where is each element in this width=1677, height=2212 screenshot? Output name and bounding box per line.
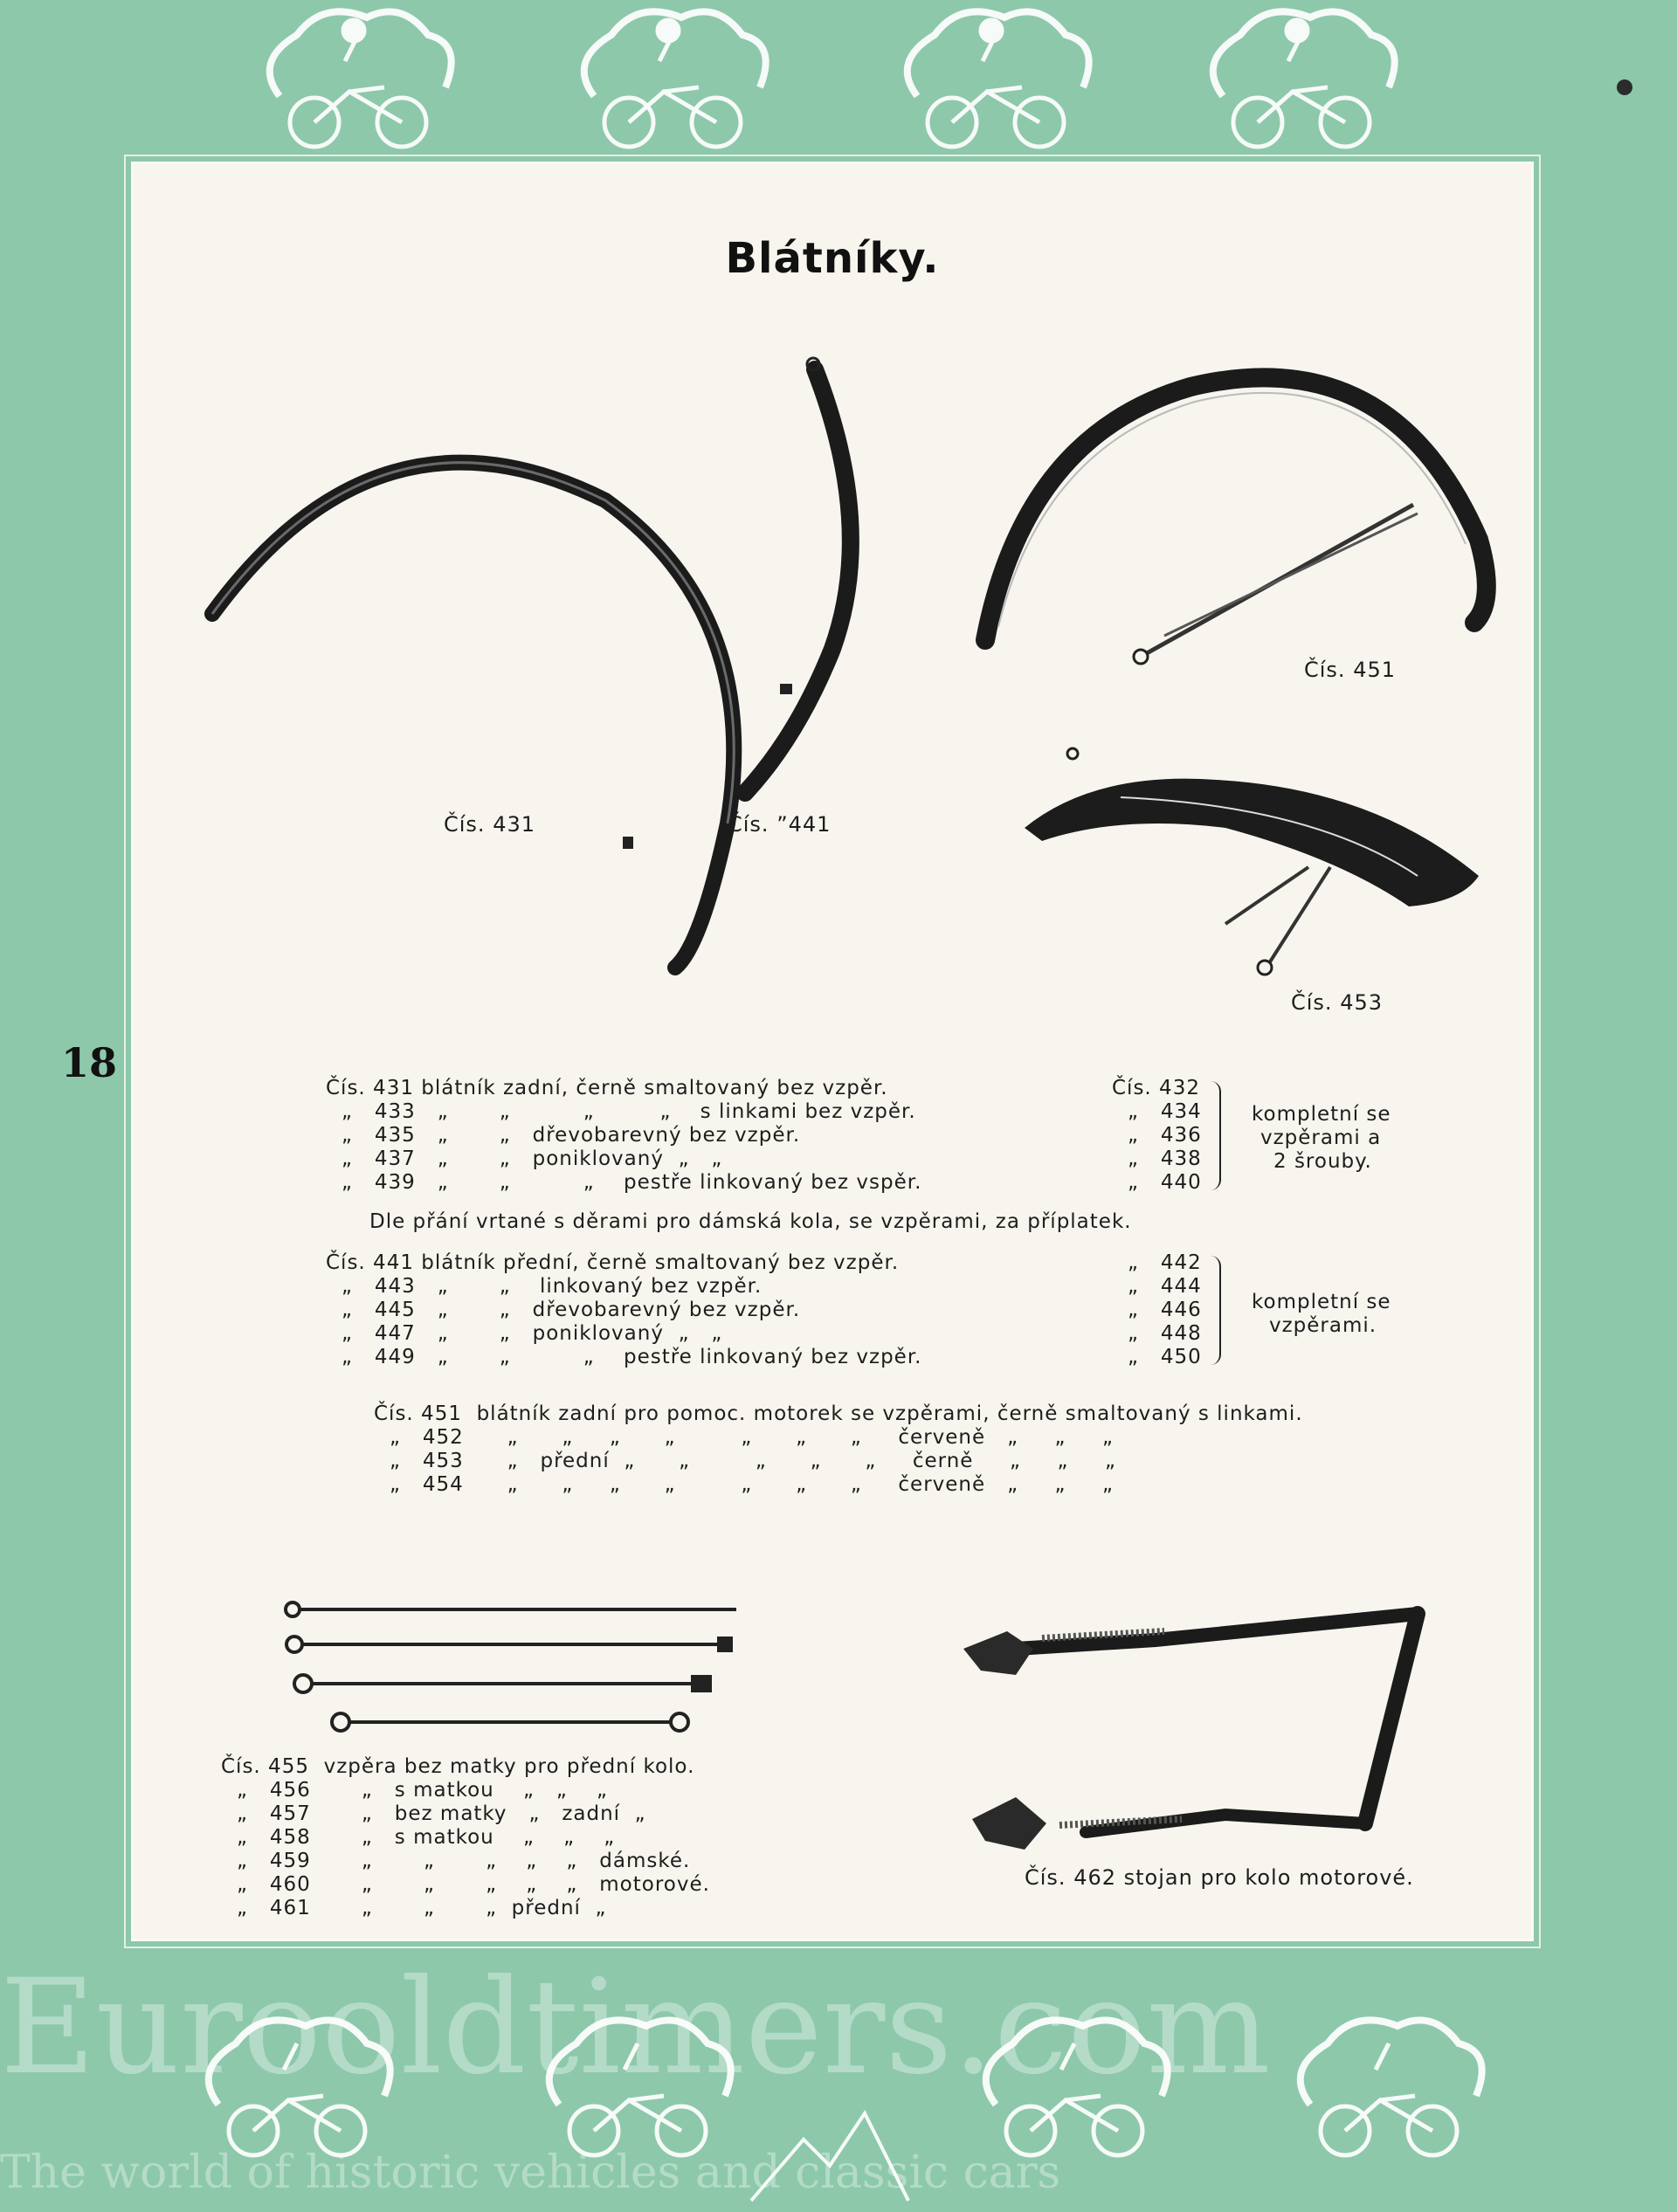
table-row: „ 453 „ přední „ „ „ „ „ černě „ „ „ bbox=[390, 1450, 1116, 1472]
stand-462-illustration bbox=[963, 1596, 1453, 1841]
item-number: „ 433 bbox=[342, 1100, 416, 1123]
table-row bbox=[326, 1077, 888, 1099]
table-row: „ 459 „ „ „ „ „ dámské. bbox=[237, 1850, 691, 1872]
table-row: „ 458 „ s matkou „ „ „ bbox=[237, 1826, 616, 1849]
table-row: Čís. 455 vzpěra bez matky pro přední kolo. bbox=[221, 1755, 695, 1778]
item-description: „ „ „ pestře linkovaný bez vspěr. bbox=[437, 1171, 922, 1194]
page-title: Blátníky. bbox=[725, 234, 940, 283]
item-description: „ „ poniklovaný „ „ bbox=[437, 1147, 723, 1170]
table-row bbox=[342, 1100, 916, 1123]
ladies-note: Dle přání vrtané s děrami pro dámská kola, se vzpěrami, za příplatek. bbox=[369, 1210, 1132, 1233]
table-row bbox=[342, 1171, 921, 1194]
item-number: „ 437 bbox=[342, 1147, 416, 1170]
paired-number: „ 436 bbox=[1128, 1124, 1202, 1147]
page-number: 18 bbox=[61, 1039, 118, 1086]
item-description: „ „ dřevobarevný bez vzpěr. bbox=[437, 1124, 801, 1147]
paired-number: „ 448 bbox=[1128, 1322, 1202, 1345]
punch-hole bbox=[1617, 79, 1632, 95]
item-number: „ 435 bbox=[342, 1124, 416, 1147]
note-line: vzpěrami. bbox=[1269, 1314, 1377, 1337]
table-row bbox=[342, 1299, 800, 1321]
item-number: Čís. 431 bbox=[326, 1077, 414, 1099]
paired-number: „ 446 bbox=[1128, 1299, 1202, 1321]
fender-431-illustration bbox=[204, 334, 797, 981]
paired-number: „ 434 bbox=[1128, 1100, 1202, 1123]
note-line: vzpěrami a bbox=[1260, 1127, 1382, 1149]
cyclist-decoration bbox=[1301, 2020, 1482, 2155]
caption-441: Čís. ”441 bbox=[728, 812, 832, 837]
item-description: „ „ „ „ s linkami bez vzpěr. bbox=[437, 1100, 916, 1123]
item-description: blátník zadní, černě smaltovaný bez vzpěr. bbox=[421, 1077, 888, 1099]
item-description: „ „ poniklovaný „ „ bbox=[437, 1322, 723, 1345]
note-line: kompletní se bbox=[1252, 1103, 1391, 1126]
table-row: „ 454 „ „ „ „ „ „ „ červeně „ „ „ bbox=[390, 1473, 1114, 1496]
cyclist-decoration bbox=[908, 11, 1089, 147]
table-row: „ 456 „ s matkou „ „ „ bbox=[237, 1779, 608, 1802]
table-row bbox=[342, 1346, 922, 1368]
item-number: „ 449 bbox=[342, 1346, 416, 1368]
caption-451: Čís. 451 bbox=[1304, 658, 1396, 682]
table-row bbox=[342, 1322, 722, 1345]
top-cyclist-band bbox=[0, 0, 1677, 162]
watermark-tagline: The world of historic vehicles and classic cars bbox=[0, 2147, 1061, 2199]
content-panel bbox=[131, 162, 1534, 1941]
item-number: Čís. 441 bbox=[326, 1251, 414, 1274]
watermark-brand: Eurooldtimers.com bbox=[0, 1952, 1271, 2104]
paired-number: Čís. 432 bbox=[1112, 1077, 1200, 1099]
table-row: Čís. 451 blátník zadní pro pomoc. motorek se vzpěrami, černě smaltovaný s linkami. bbox=[374, 1402, 1303, 1425]
table-row bbox=[342, 1275, 762, 1298]
cyclist-decoration bbox=[270, 11, 452, 147]
item-description: „ „ dřevobarevný bez vzpěr. bbox=[437, 1299, 801, 1321]
cyclist-decoration bbox=[584, 11, 766, 147]
paired-number: „ 444 bbox=[1128, 1275, 1202, 1298]
paired-number: „ 442 bbox=[1128, 1251, 1202, 1274]
cyclist-decoration bbox=[1213, 11, 1395, 147]
table-row: „ 461 „ „ „ přední „ bbox=[237, 1897, 607, 1919]
table-row: „ 452 „ „ „ „ „ „ „ červeně „ „ „ bbox=[390, 1426, 1114, 1449]
struts-illustration bbox=[282, 1596, 754, 1736]
item-description: „ „ linkovaný bez vzpěr. bbox=[437, 1275, 763, 1298]
item-number: „ 447 bbox=[342, 1322, 416, 1345]
brace bbox=[1204, 1256, 1221, 1365]
table-row bbox=[342, 1124, 800, 1147]
paired-number: „ 450 bbox=[1128, 1346, 1202, 1368]
brace bbox=[1204, 1081, 1221, 1190]
table-row: „ 460 „ „ „ „ „ motorové. bbox=[237, 1873, 710, 1896]
fender-441-illustration bbox=[728, 352, 885, 806]
fender-453-illustration bbox=[1007, 745, 1496, 989]
caption-431: Čís. 431 bbox=[444, 812, 535, 837]
caption-462: Čís. 462 stojan pro kolo motorové. bbox=[1025, 1865, 1414, 1890]
note-line: kompletní se bbox=[1252, 1291, 1391, 1313]
item-number: „ 439 bbox=[342, 1171, 416, 1194]
paired-number: „ 440 bbox=[1128, 1171, 1202, 1194]
table-row bbox=[326, 1251, 899, 1274]
item-number: „ 445 bbox=[342, 1299, 416, 1321]
item-description: „ „ „ pestře linkovaný bez vzpěr. bbox=[437, 1346, 922, 1368]
item-number: „ 443 bbox=[342, 1275, 416, 1298]
table-row: „ 457 „ bez matky „ zadní „ bbox=[237, 1802, 646, 1825]
fender-451-illustration bbox=[972, 321, 1514, 706]
note-line: 2 šrouby. bbox=[1273, 1150, 1372, 1173]
item-description: blátník přední, černě smaltovaný bez vzpěr. bbox=[421, 1251, 900, 1274]
caption-453: Čís. 453 bbox=[1291, 990, 1383, 1015]
paired-number: „ 438 bbox=[1128, 1147, 1202, 1170]
table-row bbox=[342, 1147, 722, 1170]
